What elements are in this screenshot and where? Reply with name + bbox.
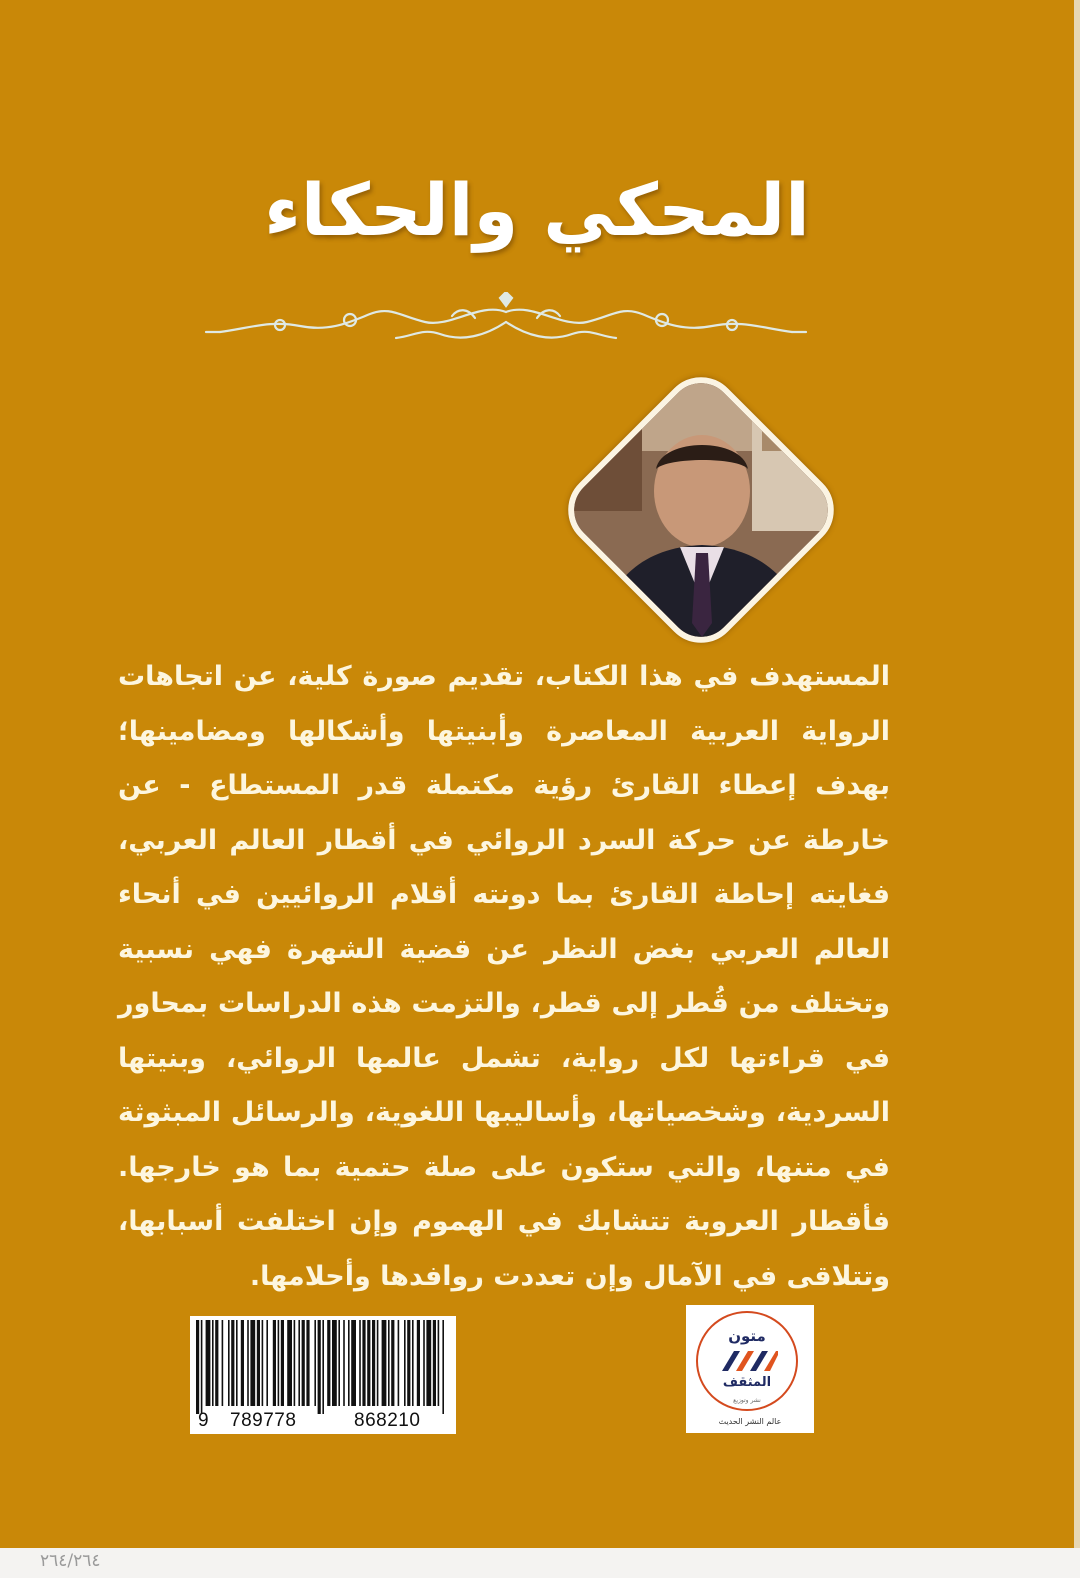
isbn-first-digit: 9 xyxy=(198,1410,210,1431)
isbn-number xyxy=(190,1322,456,1432)
book-title: المحكي والحكاء xyxy=(264,168,810,252)
publisher-logo-emblem xyxy=(696,1311,798,1411)
author-photo xyxy=(553,362,850,659)
publisher-stripes-icon xyxy=(720,1347,778,1373)
cover-edge xyxy=(1074,0,1080,1548)
page-number: ٢٦٤/٢٦٤ xyxy=(40,1551,101,1571)
book-blurb: المستهدف في هذا الكتاب، تقديم صورة كلية، عن اتجاهات الرواية العربية المعاصرة وأبنيتها وأشكالها ومضامينها؛ بهدف إعطاء القارئ رؤية مكتملة‌ قدر المستطاع - عن خارطة عن حركة السرد الروائي في أقطار العالم العربي، فغايته إحاطة القارئ بما دونته أقلام الروائيين في أنحاء العالم العربي بغض النظر عن قضية الشهرة فهي نسبية وتختلف من قُطر إلى قطر، والتزمت هذه الدراسات بمحاور في قراءتها لكل رواية، تشمل عالمها الروائي، وبنيتها السردية، وشخصياتها، وأساليبها اللغوية، والرسائل المبثوثة في متنها، والتي ستكون على صلة حتمية بما هو خارجها. فأقطار العروبة تتشابك في الهموم وإن اختلفت أسبابها، وتتلاقى في الآمال وإن تعددت روافدها وأحلامها. xyxy=(118,661,890,1292)
publisher-tagline: نشر وتوزيع xyxy=(733,1397,761,1404)
publisher-subtitle: عالم النشر الحديث xyxy=(718,1417,782,1426)
isbn-barcode xyxy=(190,1316,456,1434)
ornamental-divider xyxy=(200,292,812,352)
isbn-group-1: 789778 xyxy=(230,1410,297,1431)
publisher-name-top: متون xyxy=(728,1327,766,1345)
publisher-name-bottom: المثقف xyxy=(722,1375,772,1390)
isbn-group-2: 868210 xyxy=(354,1410,421,1431)
publisher-logo xyxy=(686,1305,814,1433)
